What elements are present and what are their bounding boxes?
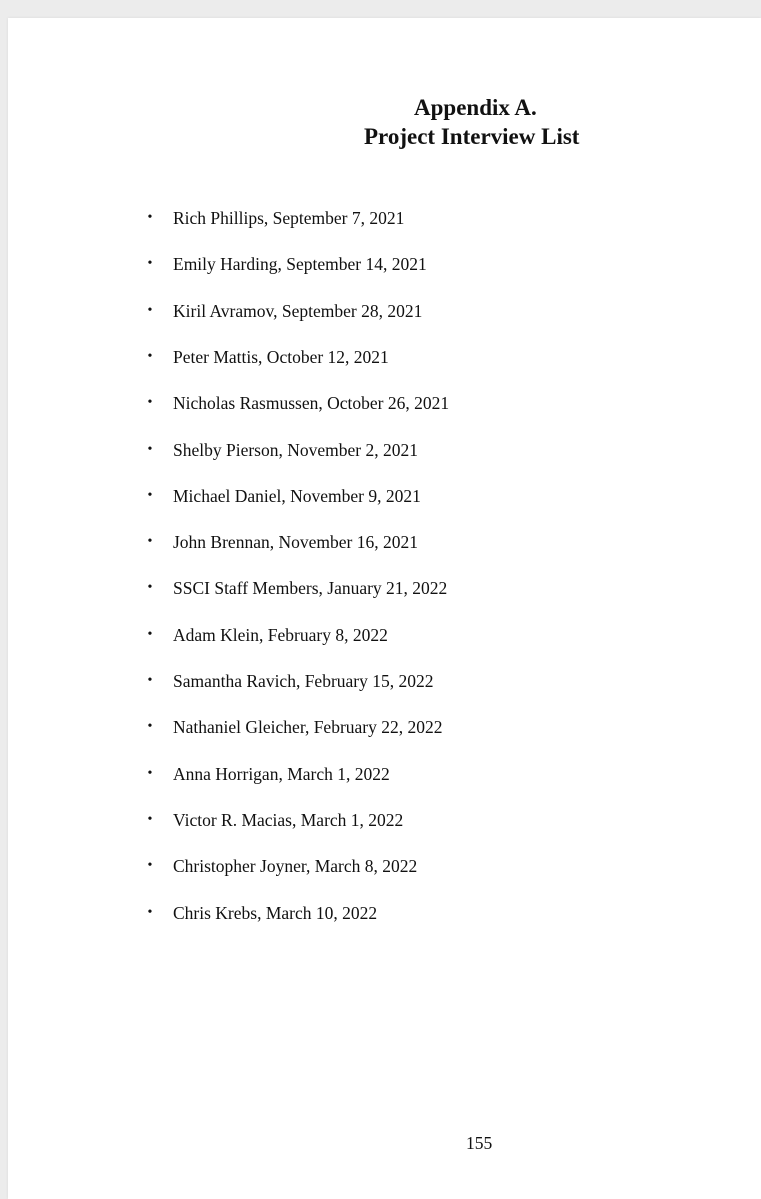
interview-entry: Nicholas Rasmussen, October 26, 2021 — [173, 393, 450, 414]
bullet-icon: • — [147, 210, 153, 225]
document-page — [8, 18, 761, 1199]
interview-entry: Christopher Joyner, March 8, 2022 — [173, 856, 418, 877]
bullet-icon: • — [147, 348, 153, 364]
bullet-icon: • — [147, 858, 153, 874]
bullet-icon: • — [147, 580, 153, 596]
interview-entry: Victor R. Macias, March 1, 2022 — [173, 809, 404, 830]
list-title: Project Interview List — [364, 124, 580, 149]
bullet-icon: • — [147, 811, 153, 827]
interview-entry: Rich Phillips, September 7, 2021 — [173, 208, 405, 228]
bullet-icon: • — [147, 302, 153, 318]
bullet-icon: • — [147, 719, 153, 735]
bullet-icon: • — [147, 673, 153, 688]
bullet-icon: • — [147, 904, 153, 920]
interview-entry: Kiril Avramov, September 28, 2021 — [173, 300, 423, 321]
interview-entry: Emily Harding, September 14, 2021 — [173, 254, 427, 275]
interview-entry: John Brennan, November 16, 2021 — [173, 532, 418, 553]
interview-entry: Shelby Pierson, November 2, 2021 — [173, 439, 418, 460]
bullet-icon: • — [147, 765, 153, 781]
interview-entry: Chris Krebs, March 10, 2022 — [173, 902, 378, 923]
interview-entry: Michael Daniel, November 9, 2021 — [173, 485, 421, 506]
appendix-heading: Appendix A. — [414, 95, 537, 120]
bullet-icon: • — [147, 395, 153, 411]
bullet-icon: • — [147, 534, 153, 550]
interview-entry: Samantha Ravich, February 15, 2022 — [173, 671, 434, 691]
interview-entry: Adam Klein, February 8, 2022 — [173, 624, 388, 645]
interview-entry: Peter Mattis, October 12, 2021 — [173, 346, 389, 367]
bullet-icon: • — [147, 487, 153, 503]
interview-entry: Anna Horrigan, March 1, 2022 — [173, 763, 390, 784]
page-number: 155 — [466, 1133, 493, 1153]
bullet-icon: • — [147, 256, 153, 272]
bullet-icon: • — [147, 441, 153, 457]
interview-entry: SSCI Staff Members, January 21, 2022 — [173, 578, 448, 599]
interview-entry: Nathaniel Gleicher, February 22, 2022 — [173, 717, 443, 738]
bullet-icon: • — [147, 626, 153, 642]
